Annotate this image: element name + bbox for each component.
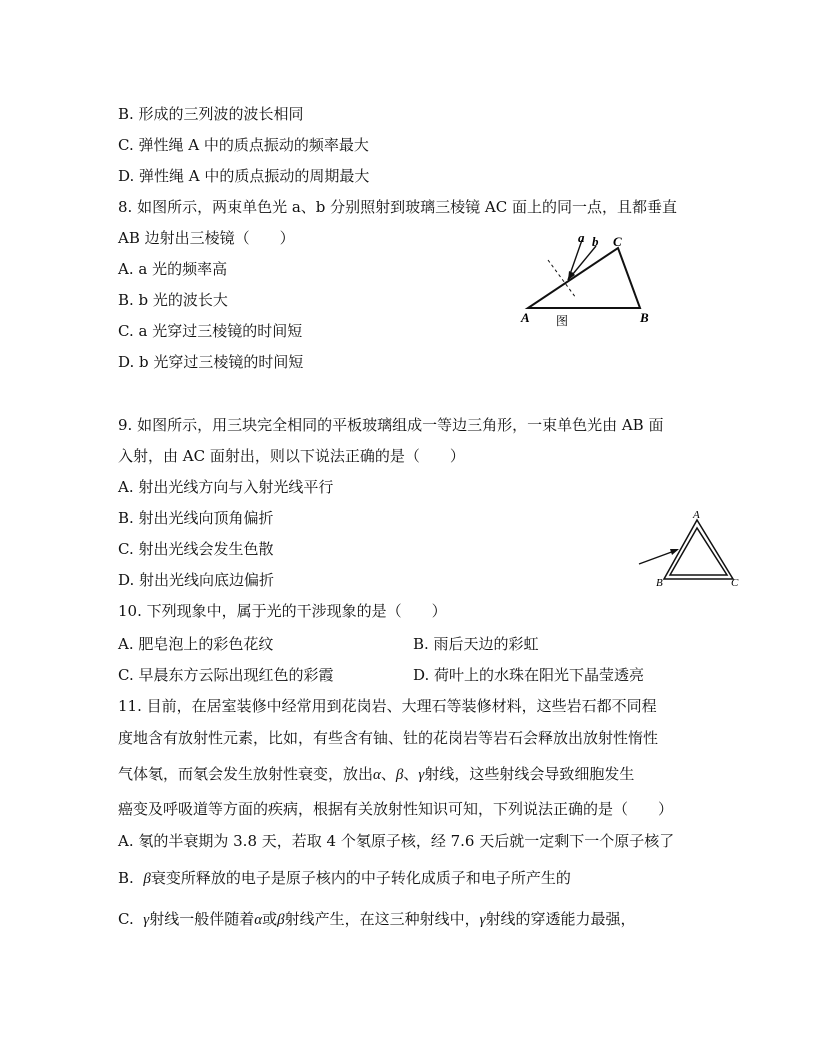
q11-stem-line1: 11. 目前，在居室装修中经常用到花岗岩、大理石等装修材料，这些岩石都不同程	[118, 697, 657, 715]
q8-stem-line2: AB 边射出三棱镜（ ）	[118, 229, 295, 247]
q10-option-a: A. 肥皂泡上的彩色花纹	[118, 635, 274, 653]
beta-symbol: β	[277, 912, 285, 928]
q11-option-c	[118, 909, 636, 930]
q11-stem-line3	[118, 764, 634, 785]
q8-option-c: C. a 光穿过三棱镜的时间短	[118, 322, 303, 340]
q9-option-d: D. 射出光线向底边偏折	[118, 571, 275, 589]
alpha-symbol: α	[254, 912, 263, 928]
fig1-label-B: B	[640, 310, 649, 325]
fig2-label-C: C	[731, 577, 739, 589]
q11-stem-line4: 癌变及呼吸道等方面的疾病，根据有关放射性知识可知，下列说法正确的是（ ）	[118, 800, 674, 818]
q11-option-b-text: 衰变所释放的电子是原子核内的中子转化成质子和电子所产生的	[150, 869, 571, 887]
q11-option-b-letter: B.	[118, 869, 134, 887]
q10-option-b: B. 雨后天边的彩虹	[413, 635, 539, 653]
q9-option-a: A. 射出光线方向与入射光线平行	[118, 478, 334, 496]
q10-option-c: C. 早晨东方云际出现红色的彩霞	[118, 666, 334, 684]
alpha-symbol: α	[373, 767, 381, 783]
q11-option-c-text3: 射线的穿透能力最强，	[485, 910, 636, 928]
q7-option-b: B. 形成的三列波的波长相同	[118, 105, 304, 123]
q11-option-c-letter: C.	[118, 910, 134, 928]
separator: 、	[380, 765, 396, 783]
q10-stem: 10. 下列现象中，属于光的干涉现象的是（ ）	[118, 602, 447, 620]
q11-option-c-or: 或	[262, 910, 278, 928]
q7-option-c: C. 弹性绳 A 中的质点振动的频率最大	[118, 136, 369, 154]
q9-option-b: B. 射出光线向顶角偏折	[118, 509, 274, 527]
q11-option-a: A. 氡的半衰期为 3.8 天，若取 4 个氡原子核，经 7.6 天后就一定剩下一个原子核了	[118, 832, 675, 850]
q7-option-d: D. 弹性绳 A 中的质点振动的周期最大	[118, 167, 370, 185]
glass-triangle-figure	[635, 508, 745, 590]
separator: 、	[403, 765, 419, 783]
q8-stem-line1: 8. 如图所示，两束单色光 a、b 分别照射到玻璃三棱镜 AC 面上的同一点，且都垂直	[118, 198, 678, 216]
q11-option-c-text2: 射线产生，在这三种射线中，	[284, 910, 480, 928]
q10-option-d: D. 荷叶上的水珠在阳光下晶莹透亮	[413, 666, 645, 684]
q9-stem-line1: 9. 如图所示，用三块完全相同的平板玻璃组成一等边三角形，一束单色光由 AB 面	[118, 416, 664, 434]
q8-option-b: B. b 光的波长大	[118, 291, 228, 309]
fig1-label-A: A	[521, 310, 530, 325]
q9-option-c: C. 射出光线会发生色散	[118, 540, 274, 558]
fig1-label-b: b	[592, 234, 599, 249]
q9-stem-line2: 入射，由 AC 面射出，则以下说法正确的是（ ）	[118, 447, 465, 465]
q8-option-a: A. a 光的频率高	[118, 260, 228, 278]
q11-stem3-pre: 气体氡，而氡会发生放射性衰变，放出	[118, 765, 374, 783]
gamma-symbol: γ	[418, 767, 425, 783]
prism-triangle	[528, 248, 640, 308]
q11-option-c-text1: 射线一般伴随着	[149, 910, 255, 928]
q8-option-d: D. b 光穿过三棱镜的时间短	[118, 353, 304, 371]
beta-symbol: β	[143, 871, 151, 887]
q11-stem3-post: 射线，这些射线会导致细胞发生	[424, 765, 635, 783]
prism-figure	[518, 228, 668, 330]
gamma-symbol: γ	[143, 912, 150, 928]
fig2-label-A: A	[693, 509, 700, 521]
fig2-label-B: B	[656, 577, 663, 589]
q11-option-b	[118, 868, 571, 889]
fig1-label-a: a	[578, 230, 585, 245]
fig1-caption: 图	[556, 314, 569, 328]
q11-stem-line2: 度地含有放射性元素，比如，有些含有铀、钍的花岗岩等岩石会释放出放射性惰性	[118, 729, 659, 747]
gamma-symbol: γ	[479, 912, 486, 928]
beta-symbol: β	[395, 767, 404, 783]
fig1-label-C: C	[613, 234, 622, 249]
